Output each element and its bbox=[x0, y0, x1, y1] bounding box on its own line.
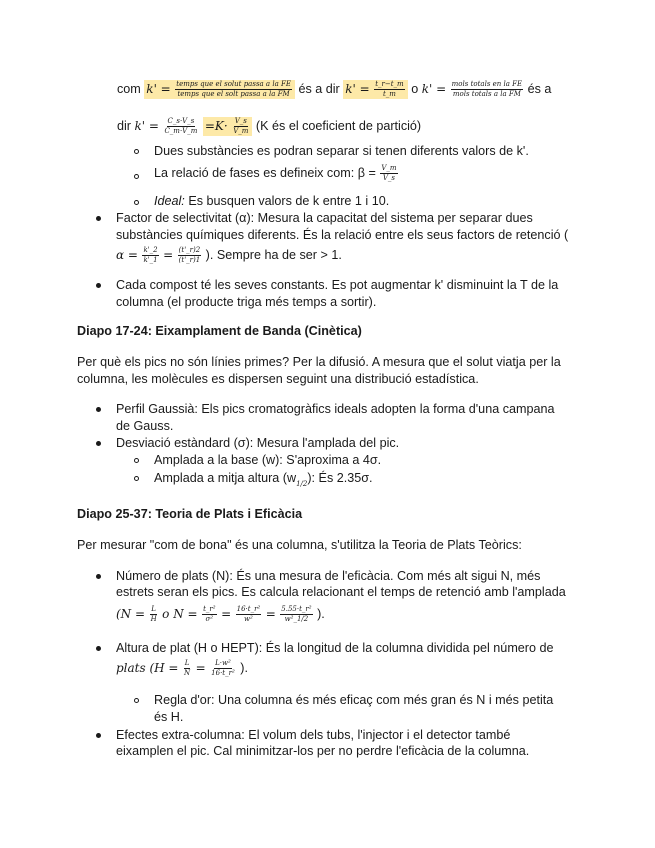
paragraph-plates: Per mesurar "com de bona" és una columna, s'utilitza la Teoria de Plats Teòrics: bbox=[77, 538, 522, 552]
height-formula bbox=[116, 660, 248, 677]
golden-rule-line-2: és H. bbox=[154, 710, 184, 724]
fraction-denominator: 16·t_r² bbox=[211, 669, 235, 678]
fraction-volume bbox=[232, 118, 249, 135]
fraction-tr bbox=[178, 247, 202, 264]
fraction-denominator: w² bbox=[244, 615, 253, 624]
fraction-555 bbox=[280, 606, 312, 623]
sub-item-beta bbox=[154, 165, 399, 182]
fraction-denominator: temps que el solt passa a la FM bbox=[177, 90, 290, 99]
compost-line-1: Cada compost té les seves constants. Es pot augmentar k' disminuint la T de la bbox=[116, 278, 559, 292]
circle-bullet bbox=[134, 149, 139, 154]
fraction-beta bbox=[380, 165, 397, 182]
fraction-k bbox=[142, 247, 158, 264]
bullet bbox=[96, 216, 101, 221]
bullet bbox=[96, 441, 101, 446]
extra-column-line-2: eixamplen el pic. Cal minimitzar-los per no perdre l'eficàcia de la columna. bbox=[116, 744, 530, 758]
text-com: com bbox=[117, 82, 141, 96]
fraction-denominator: w²_1/2 bbox=[284, 615, 309, 624]
bullet bbox=[96, 283, 101, 288]
text-dir: dir bbox=[117, 119, 131, 133]
base-width-line: Amplada a la base (w): S'aproxima a 4σ. bbox=[154, 453, 382, 467]
circle-bullet bbox=[134, 200, 139, 205]
subscript-half: 1/2 bbox=[296, 480, 308, 488]
equals-sign: = bbox=[265, 607, 276, 621]
plates-line-1: Número de plats (N): És una mesura de l'eficàcia. Com més alt sigui N, més bbox=[116, 569, 541, 583]
fraction-denominator: V_m bbox=[233, 127, 249, 136]
fraction-numerator: t_r² bbox=[203, 605, 216, 614]
k-prime-symbol-2: k' = bbox=[345, 82, 370, 96]
formula-close: ). bbox=[317, 607, 325, 621]
paragraph-diffusion-2: columna, les molècules es dispersen seguint una distribució estadística. bbox=[77, 372, 479, 386]
fraction-L-N bbox=[183, 660, 191, 677]
circle-bullet bbox=[134, 476, 139, 481]
fraction-denominator: C_m·V_m bbox=[164, 127, 198, 136]
fraction-mols bbox=[451, 81, 523, 98]
selectivity-tail: ). Sempre ha de ser > 1. bbox=[205, 248, 342, 262]
fraction-denominator: (t'_r)1 bbox=[178, 256, 201, 265]
fraction-L-H bbox=[150, 606, 158, 623]
fraction-numerator: 5.55·t_r² bbox=[281, 605, 312, 614]
gaussian-line-1: Perfil Gaussià: Els pics cromatogràfics ideals adopten la forma d'una campana bbox=[116, 402, 555, 416]
fraction-numerator: t_r−t_m bbox=[375, 80, 404, 89]
fraction-denominator: t_m bbox=[382, 90, 396, 99]
fraction-numerator: 16·t_r² bbox=[236, 605, 261, 614]
text-es-a: és a bbox=[527, 82, 552, 96]
highlight-formula-1 bbox=[144, 80, 295, 99]
section-heading-plates: Diapo 25-37: Teoria de Plats i Eficàcia bbox=[77, 507, 303, 521]
paragraph-diffusion-1: Per què els pics no són línies primes? Per la difusió. A mesura que el solut viatja per la bbox=[77, 355, 561, 369]
k-definition-line-2 bbox=[117, 117, 421, 136]
half-width-text: Amplada a mitja altura (w bbox=[154, 471, 297, 485]
highlight-formula-2 bbox=[343, 80, 407, 99]
bullet bbox=[96, 407, 101, 412]
equals-sign: = bbox=[221, 607, 232, 621]
selectivity-line-2: substàncies químiques diferents. És la relació entre els seus factors de retenció ( bbox=[116, 228, 569, 242]
selectivity-formula bbox=[116, 247, 342, 264]
fraction-numerator: C_s·V_s bbox=[167, 117, 195, 126]
plates-line-2: estrets seran els pics. Es calcula relacionant el temps de retenció amb l'amplada bbox=[116, 585, 566, 599]
bullet bbox=[96, 733, 101, 738]
std-dev-line: Desviació estàndard (σ): Mesura l'amplada del pic. bbox=[116, 436, 400, 450]
circle-bullet bbox=[134, 458, 139, 463]
fraction-numerator: V_s bbox=[234, 117, 247, 126]
ideal-text: Es busquen valors de k entre 1 i 10. bbox=[188, 194, 390, 208]
k-prime-symbol: k' = bbox=[146, 82, 171, 96]
formula-open: (N = bbox=[116, 607, 146, 621]
height-close: ). bbox=[240, 661, 248, 675]
formula-o: o N = bbox=[162, 607, 198, 621]
circle-bullet bbox=[134, 174, 139, 179]
height-open: plats (H = bbox=[116, 661, 179, 675]
extra-column-line-1: Efectes extra-columna: El volum dels tubs, l'injector i el detector també bbox=[116, 728, 511, 742]
beta-text: La relació de fases es defineix com: β = bbox=[154, 166, 376, 180]
sub-item-separar: Dues substàncies es podran separar si tenen diferents valors de k'. bbox=[154, 144, 529, 158]
bullet bbox=[96, 646, 101, 651]
bullet bbox=[96, 574, 101, 579]
fraction-concentration bbox=[163, 118, 198, 135]
fraction-tr-tm bbox=[374, 81, 404, 98]
highlight-formula-3 bbox=[203, 117, 253, 136]
fraction-numerator: (t'_r)2 bbox=[178, 246, 201, 255]
fraction-Lw bbox=[210, 660, 236, 677]
fraction-denominator: H bbox=[150, 615, 157, 624]
fraction-denominator: mols totals a la FM bbox=[452, 90, 521, 99]
fraction-numerator: L bbox=[151, 605, 156, 614]
fraction-temps bbox=[175, 81, 292, 98]
text-k-note: (K és el coeficient de partició) bbox=[255, 119, 422, 133]
half-width-line bbox=[154, 470, 373, 492]
half-width-tail: ): És 2.35σ. bbox=[307, 471, 373, 485]
fraction-numerator: L bbox=[184, 659, 190, 668]
k-definition-line bbox=[117, 80, 551, 99]
gaussian-line-2: de Gauss. bbox=[116, 419, 174, 433]
equals-sign: = bbox=[195, 661, 206, 675]
plates-formula bbox=[116, 606, 325, 623]
fraction-denominator: N bbox=[183, 669, 191, 678]
text-es-a-dir: és a dir bbox=[298, 82, 340, 96]
k-prime-symbol-3: k' = bbox=[421, 82, 447, 96]
compost-line-2: columna (el producte triga més temps a sortir). bbox=[116, 295, 377, 309]
fraction-numerator: L·w² bbox=[215, 659, 231, 668]
section-heading-band: Diapo 17-24: Eixamplament de Banda (Cinètica) bbox=[77, 324, 362, 338]
selectivity-line-1: Factor de selectivitat (α): Mesura la capacitat del sistema per separar dues bbox=[116, 211, 533, 225]
height-line-1: Altura de plat (H o HEPT): És la longitud de la columna dividida pel número de bbox=[116, 641, 554, 655]
text-o: o bbox=[411, 82, 419, 96]
fraction-tr-sigma bbox=[202, 606, 216, 623]
sub-item-ideal bbox=[154, 193, 389, 209]
golden-rule-line-1: Regla d'or: Una columna és més eficaç com més gran és N i més petita bbox=[154, 693, 554, 707]
fraction-denominator: k'_1 bbox=[143, 256, 158, 265]
fraction-denominator: V_s bbox=[382, 174, 395, 183]
alpha-symbol: α = bbox=[116, 248, 138, 262]
equals-sign: = bbox=[163, 248, 174, 262]
k-prime-symbol-4: k' = bbox=[134, 119, 159, 133]
k-times: =K· bbox=[204, 119, 228, 133]
fraction-numerator: temps que el solut passa a la FE bbox=[176, 80, 291, 89]
circle-bullet bbox=[134, 698, 139, 703]
ideal-label: Ideal: bbox=[154, 194, 185, 208]
fraction-numerator: mols totals en la FE bbox=[451, 80, 523, 89]
fraction-denominator: σ² bbox=[205, 615, 214, 624]
fraction-16 bbox=[236, 606, 262, 623]
fraction-numerator: V_m bbox=[381, 164, 397, 173]
fraction-numerator: k'_2 bbox=[143, 246, 158, 255]
